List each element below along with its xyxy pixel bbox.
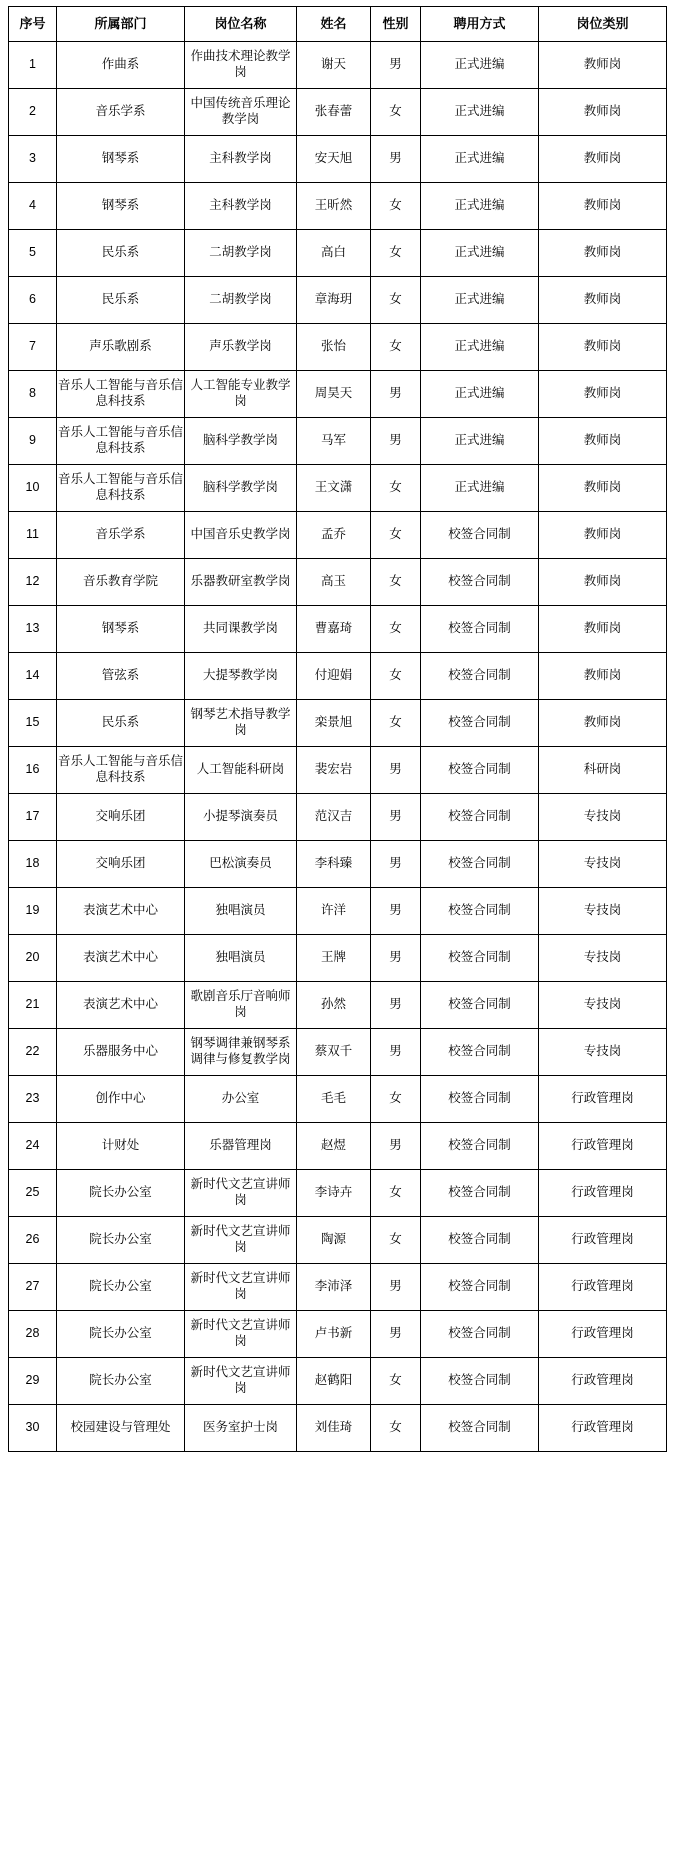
cell-post-category: 科研岗 xyxy=(539,747,667,794)
cell-department: 音乐人工智能与音乐信息科技系 xyxy=(57,371,185,418)
cell-department: 交响乐团 xyxy=(57,794,185,841)
cell-gender: 女 xyxy=(371,559,421,606)
cell-gender: 男 xyxy=(371,982,421,1029)
cell-gender: 女 xyxy=(371,324,421,371)
table-row xyxy=(9,230,667,277)
cell-name: 栾景旭 xyxy=(297,700,371,747)
cell-hire-type: 校签合同制 xyxy=(421,700,539,747)
cell-hire-type: 正式进编 xyxy=(421,183,539,230)
cell-index: 14 xyxy=(9,653,57,700)
cell-index: 17 xyxy=(9,794,57,841)
table-row xyxy=(9,371,667,418)
cell-department: 音乐人工智能与音乐信息科技系 xyxy=(57,747,185,794)
cell-gender: 男 xyxy=(371,136,421,183)
cell-post: 人工智能科研岗 xyxy=(185,747,297,794)
table-row xyxy=(9,559,667,606)
cell-gender: 女 xyxy=(371,183,421,230)
cell-index: 24 xyxy=(9,1123,57,1170)
cell-post-category: 教师岗 xyxy=(539,136,667,183)
cell-gender: 男 xyxy=(371,418,421,465)
cell-department: 表演艺术中心 xyxy=(57,888,185,935)
table-row xyxy=(9,512,667,559)
cell-name: 许洋 xyxy=(297,888,371,935)
cell-department: 校园建设与管理处 xyxy=(57,1405,185,1452)
cell-gender: 女 xyxy=(371,1076,421,1123)
table-row xyxy=(9,1029,667,1076)
column-header-department: 所属部门 xyxy=(57,7,185,42)
cell-name: 李诗卉 xyxy=(297,1170,371,1217)
cell-hire-type: 校签合同制 xyxy=(421,1358,539,1405)
cell-index: 11 xyxy=(9,512,57,559)
table-row xyxy=(9,747,667,794)
cell-gender: 女 xyxy=(371,700,421,747)
table-row xyxy=(9,1217,667,1264)
cell-index: 6 xyxy=(9,277,57,324)
cell-department: 音乐人工智能与音乐信息科技系 xyxy=(57,418,185,465)
cell-gender: 女 xyxy=(371,277,421,324)
table-row xyxy=(9,1123,667,1170)
cell-post: 钢琴艺术指导教学岗 xyxy=(185,700,297,747)
cell-index: 16 xyxy=(9,747,57,794)
cell-post: 新时代文艺宣讲师岗 xyxy=(185,1264,297,1311)
cell-index: 22 xyxy=(9,1029,57,1076)
cell-department: 声乐歌剧系 xyxy=(57,324,185,371)
cell-hire-type: 校签合同制 xyxy=(421,888,539,935)
cell-index: 5 xyxy=(9,230,57,277)
cell-index: 8 xyxy=(9,371,57,418)
cell-index: 29 xyxy=(9,1358,57,1405)
cell-post-category: 教师岗 xyxy=(539,700,667,747)
table-row xyxy=(9,1405,667,1452)
cell-gender: 女 xyxy=(371,1170,421,1217)
cell-department: 院长办公室 xyxy=(57,1170,185,1217)
table-row xyxy=(9,1076,667,1123)
cell-post-category: 教师岗 xyxy=(539,653,667,700)
table-row xyxy=(9,418,667,465)
cell-gender: 男 xyxy=(371,888,421,935)
cell-post-category: 教师岗 xyxy=(539,277,667,324)
cell-post: 新时代文艺宣讲师岗 xyxy=(185,1170,297,1217)
cell-name: 赵鹤阳 xyxy=(297,1358,371,1405)
cell-department: 管弦系 xyxy=(57,653,185,700)
cell-gender: 男 xyxy=(371,1264,421,1311)
cell-name: 王文潇 xyxy=(297,465,371,512)
cell-name: 毛毛 xyxy=(297,1076,371,1123)
table-row xyxy=(9,606,667,653)
cell-post-category: 专技岗 xyxy=(539,794,667,841)
table-row xyxy=(9,1311,667,1358)
cell-hire-type: 校签合同制 xyxy=(421,1217,539,1264)
cell-hire-type: 正式进编 xyxy=(421,465,539,512)
cell-name: 付迎娟 xyxy=(297,653,371,700)
cell-index: 4 xyxy=(9,183,57,230)
cell-index: 18 xyxy=(9,841,57,888)
cell-post-category: 行政管理岗 xyxy=(539,1405,667,1452)
table-row xyxy=(9,700,667,747)
cell-hire-type: 校签合同制 xyxy=(421,1170,539,1217)
cell-gender: 女 xyxy=(371,89,421,136)
table-row xyxy=(9,982,667,1029)
cell-index: 28 xyxy=(9,1311,57,1358)
cell-post: 巴松演奏员 xyxy=(185,841,297,888)
cell-department: 音乐人工智能与音乐信息科技系 xyxy=(57,465,185,512)
cell-department: 院长办公室 xyxy=(57,1358,185,1405)
table-row xyxy=(9,465,667,512)
cell-post-category: 行政管理岗 xyxy=(539,1358,667,1405)
cell-hire-type: 校签合同制 xyxy=(421,982,539,1029)
cell-name: 谢天 xyxy=(297,42,371,89)
cell-hire-type: 校签合同制 xyxy=(421,1029,539,1076)
column-header-post-category: 岗位类别 xyxy=(539,7,667,42)
cell-post: 乐器管理岗 xyxy=(185,1123,297,1170)
table-row xyxy=(9,89,667,136)
cell-index: 30 xyxy=(9,1405,57,1452)
cell-post-category: 教师岗 xyxy=(539,512,667,559)
cell-hire-type: 正式进编 xyxy=(421,89,539,136)
cell-post-category: 教师岗 xyxy=(539,371,667,418)
table-row xyxy=(9,277,667,324)
cell-hire-type: 正式进编 xyxy=(421,371,539,418)
cell-post-category: 专技岗 xyxy=(539,888,667,935)
cell-post-category: 行政管理岗 xyxy=(539,1123,667,1170)
cell-post-category: 教师岗 xyxy=(539,183,667,230)
cell-index: 19 xyxy=(9,888,57,935)
cell-name: 卢书新 xyxy=(297,1311,371,1358)
table-row xyxy=(9,136,667,183)
cell-department: 院长办公室 xyxy=(57,1217,185,1264)
cell-name: 陶源 xyxy=(297,1217,371,1264)
cell-gender: 女 xyxy=(371,1358,421,1405)
cell-gender: 女 xyxy=(371,1405,421,1452)
table-row xyxy=(9,794,667,841)
cell-department: 钢琴系 xyxy=(57,183,185,230)
column-header-post: 岗位名称 xyxy=(185,7,297,42)
cell-hire-type: 校签合同制 xyxy=(421,841,539,888)
cell-gender: 男 xyxy=(371,935,421,982)
cell-name: 曹嘉琦 xyxy=(297,606,371,653)
table-row xyxy=(9,841,667,888)
cell-hire-type: 校签合同制 xyxy=(421,1264,539,1311)
cell-post-category: 专技岗 xyxy=(539,841,667,888)
cell-post-category: 教师岗 xyxy=(539,89,667,136)
cell-name: 李沛泽 xyxy=(297,1264,371,1311)
cell-name: 孙然 xyxy=(297,982,371,1029)
cell-name: 马军 xyxy=(297,418,371,465)
cell-post-category: 教师岗 xyxy=(539,230,667,277)
column-header-index: 序号 xyxy=(9,7,57,42)
column-header-hire-type: 聘用方式 xyxy=(421,7,539,42)
cell-index: 15 xyxy=(9,700,57,747)
cell-name: 张怡 xyxy=(297,324,371,371)
cell-name: 高白 xyxy=(297,230,371,277)
cell-post-category: 教师岗 xyxy=(539,465,667,512)
cell-post: 主科教学岗 xyxy=(185,136,297,183)
cell-gender: 男 xyxy=(371,841,421,888)
cell-gender: 女 xyxy=(371,512,421,559)
cell-post: 独唱演员 xyxy=(185,935,297,982)
table-row xyxy=(9,324,667,371)
cell-department: 交响乐团 xyxy=(57,841,185,888)
cell-post: 共同课教学岗 xyxy=(185,606,297,653)
cell-post-category: 教师岗 xyxy=(539,418,667,465)
cell-index: 3 xyxy=(9,136,57,183)
cell-name: 安天旭 xyxy=(297,136,371,183)
cell-hire-type: 校签合同制 xyxy=(421,653,539,700)
cell-name: 王牌 xyxy=(297,935,371,982)
table-header-row xyxy=(9,7,667,42)
cell-post-category: 专技岗 xyxy=(539,935,667,982)
cell-department: 表演艺术中心 xyxy=(57,982,185,1029)
cell-gender: 女 xyxy=(371,653,421,700)
cell-hire-type: 正式进编 xyxy=(421,418,539,465)
cell-department: 表演艺术中心 xyxy=(57,935,185,982)
cell-name: 张春蕾 xyxy=(297,89,371,136)
cell-gender: 女 xyxy=(371,606,421,653)
cell-post-category: 专技岗 xyxy=(539,982,667,1029)
table-row xyxy=(9,1264,667,1311)
cell-gender: 男 xyxy=(371,1029,421,1076)
cell-post: 人工智能专业教学岗 xyxy=(185,371,297,418)
cell-name: 范汉吉 xyxy=(297,794,371,841)
cell-hire-type: 校签合同制 xyxy=(421,1076,539,1123)
cell-post-category: 行政管理岗 xyxy=(539,1076,667,1123)
cell-index: 27 xyxy=(9,1264,57,1311)
cell-post: 主科教学岗 xyxy=(185,183,297,230)
cell-index: 20 xyxy=(9,935,57,982)
cell-post: 中国音乐史教学岗 xyxy=(185,512,297,559)
cell-post-category: 教师岗 xyxy=(539,559,667,606)
column-header-gender: 性别 xyxy=(371,7,421,42)
cell-name: 章海玥 xyxy=(297,277,371,324)
cell-post: 独唱演员 xyxy=(185,888,297,935)
cell-post: 新时代文艺宣讲师岗 xyxy=(185,1358,297,1405)
cell-index: 7 xyxy=(9,324,57,371)
cell-name: 高玉 xyxy=(297,559,371,606)
cell-index: 1 xyxy=(9,42,57,89)
cell-post: 作曲技术理论教学岗 xyxy=(185,42,297,89)
cell-index: 2 xyxy=(9,89,57,136)
cell-post-category: 行政管理岗 xyxy=(539,1311,667,1358)
cell-post-category: 行政管理岗 xyxy=(539,1264,667,1311)
cell-department: 院长办公室 xyxy=(57,1264,185,1311)
cell-department: 民乐系 xyxy=(57,230,185,277)
cell-department: 民乐系 xyxy=(57,277,185,324)
cell-post: 声乐教学岗 xyxy=(185,324,297,371)
cell-gender: 女 xyxy=(371,465,421,512)
cell-hire-type: 校签合同制 xyxy=(421,512,539,559)
cell-post: 医务室护士岗 xyxy=(185,1405,297,1452)
cell-hire-type: 校签合同制 xyxy=(421,1123,539,1170)
cell-index: 12 xyxy=(9,559,57,606)
table-row xyxy=(9,183,667,230)
cell-post-category: 教师岗 xyxy=(539,324,667,371)
cell-hire-type: 正式进编 xyxy=(421,42,539,89)
cell-hire-type: 正式进编 xyxy=(421,324,539,371)
cell-department: 音乐教育学院 xyxy=(57,559,185,606)
cell-post: 办公室 xyxy=(185,1076,297,1123)
cell-hire-type: 正式进编 xyxy=(421,277,539,324)
cell-hire-type: 校签合同制 xyxy=(421,747,539,794)
cell-hire-type: 校签合同制 xyxy=(421,1405,539,1452)
table-row xyxy=(9,1170,667,1217)
cell-gender: 男 xyxy=(371,1123,421,1170)
table-row xyxy=(9,935,667,982)
column-header-name: 姓名 xyxy=(297,7,371,42)
cell-post: 大提琴教学岗 xyxy=(185,653,297,700)
cell-name: 刘佳琦 xyxy=(297,1405,371,1452)
cell-post: 歌剧音乐厅音响师岗 xyxy=(185,982,297,1029)
cell-index: 26 xyxy=(9,1217,57,1264)
cell-department: 钢琴系 xyxy=(57,136,185,183)
cell-department: 乐器服务中心 xyxy=(57,1029,185,1076)
cell-department: 钢琴系 xyxy=(57,606,185,653)
cell-hire-type: 校签合同制 xyxy=(421,794,539,841)
cell-name: 王昕然 xyxy=(297,183,371,230)
cell-gender: 女 xyxy=(371,1217,421,1264)
cell-post: 脑科学教学岗 xyxy=(185,418,297,465)
cell-department: 创作中心 xyxy=(57,1076,185,1123)
cell-index: 21 xyxy=(9,982,57,1029)
cell-index: 25 xyxy=(9,1170,57,1217)
cell-post: 乐器教研室教学岗 xyxy=(185,559,297,606)
cell-post-category: 行政管理岗 xyxy=(539,1217,667,1264)
table-row xyxy=(9,653,667,700)
table-body xyxy=(9,42,667,1452)
cell-hire-type: 正式进编 xyxy=(421,136,539,183)
cell-gender: 男 xyxy=(371,1311,421,1358)
cell-hire-type: 校签合同制 xyxy=(421,1311,539,1358)
cell-index: 23 xyxy=(9,1076,57,1123)
cell-name: 孟乔 xyxy=(297,512,371,559)
cell-name: 赵煜 xyxy=(297,1123,371,1170)
cell-post: 二胡教学岗 xyxy=(185,230,297,277)
cell-name: 李科臻 xyxy=(297,841,371,888)
staff-roster-table xyxy=(8,6,667,1452)
table-row xyxy=(9,42,667,89)
cell-hire-type: 正式进编 xyxy=(421,230,539,277)
cell-department: 院长办公室 xyxy=(57,1311,185,1358)
cell-department: 音乐学系 xyxy=(57,89,185,136)
cell-post-category: 教师岗 xyxy=(539,606,667,653)
cell-post: 新时代文艺宣讲师岗 xyxy=(185,1311,297,1358)
table-header xyxy=(9,7,667,42)
cell-post: 二胡教学岗 xyxy=(185,277,297,324)
cell-name: 周昊天 xyxy=(297,371,371,418)
cell-department: 音乐学系 xyxy=(57,512,185,559)
table-row xyxy=(9,1358,667,1405)
cell-gender: 男 xyxy=(371,794,421,841)
cell-post-category: 行政管理岗 xyxy=(539,1170,667,1217)
cell-gender: 男 xyxy=(371,747,421,794)
cell-index: 13 xyxy=(9,606,57,653)
cell-name: 蔡双千 xyxy=(297,1029,371,1076)
cell-index: 10 xyxy=(9,465,57,512)
cell-hire-type: 校签合同制 xyxy=(421,559,539,606)
cell-post: 脑科学教学岗 xyxy=(185,465,297,512)
cell-post-category: 专技岗 xyxy=(539,1029,667,1076)
cell-hire-type: 校签合同制 xyxy=(421,935,539,982)
cell-department: 计财处 xyxy=(57,1123,185,1170)
cell-department: 作曲系 xyxy=(57,42,185,89)
cell-post: 中国传统音乐理论教学岗 xyxy=(185,89,297,136)
cell-post: 钢琴调律兼钢琴系调律与修复教学岗 xyxy=(185,1029,297,1076)
cell-gender: 女 xyxy=(371,230,421,277)
cell-gender: 男 xyxy=(371,42,421,89)
cell-post: 新时代文艺宣讲师岗 xyxy=(185,1217,297,1264)
cell-post-category: 教师岗 xyxy=(539,42,667,89)
cell-department: 民乐系 xyxy=(57,700,185,747)
cell-post: 小提琴演奏员 xyxy=(185,794,297,841)
cell-name: 裴宏岩 xyxy=(297,747,371,794)
cell-index: 9 xyxy=(9,418,57,465)
cell-hire-type: 校签合同制 xyxy=(421,606,539,653)
table-row xyxy=(9,888,667,935)
cell-gender: 男 xyxy=(371,371,421,418)
